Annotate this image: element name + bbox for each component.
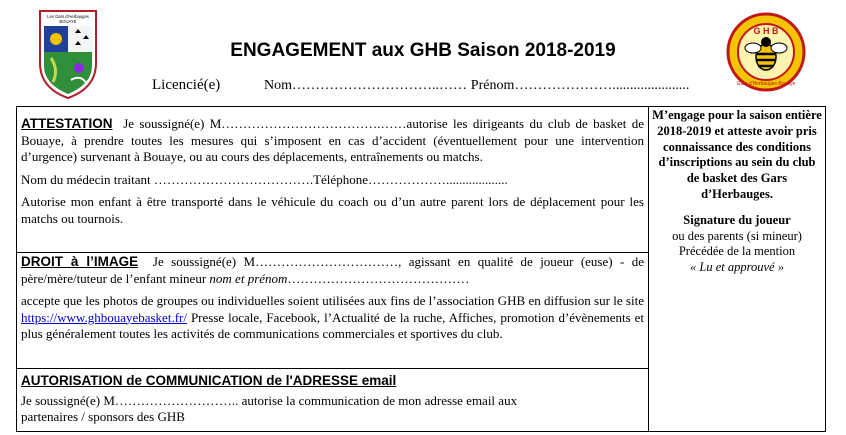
image-rights-tail: …………………………………… (287, 270, 470, 286)
section-divider-1 (16, 252, 649, 253)
section-divider-2 (16, 368, 649, 369)
image-rights-heading: DROIT à l’IMAGE (21, 254, 139, 269)
email-section (21, 373, 644, 426)
svg-text:Les Gars d'Herbauges: Les Gars d'Herbauges (47, 14, 89, 19)
licence-line (152, 77, 689, 94)
attestation-heading: ATTESTATION (21, 116, 113, 131)
image-rights-italic: nom et prénom (209, 270, 288, 286)
transport-text: Autorise mon enfant à être transporté dans le véhicule du coach ou d’un autre parent lors de déplacement pour les matchs ou tournois. (21, 194, 644, 226)
svg-text:Gars d'Herbauges Bouaye: Gars d'Herbauges Bouaye (736, 81, 796, 87)
email-consent-text: Je soussigné(e) M……………………….. autorise la communication de mon adresse email aux partenaires / sponsors des GHB (21, 392, 518, 424)
email-heading: AUTORISATION de COMMUNICATION de l'ADRESSE email (21, 373, 397, 388)
mention-label: Précédée de la mention (678, 244, 796, 259)
engagement-column (652, 108, 822, 276)
svg-text:G H B: G H B (753, 26, 779, 36)
svg-text:BOUAYE: BOUAYE (59, 19, 77, 24)
attestation-text: Je soussigné(e) M……………………………….……autorise les dirigeants du club de basket de Bouaye, à prendre toutes les mesures qui s’imposent en cas d’accident (éventuellement pour une intervention d’urgence) survenant à Bouaye, ou au cours des déplacements, entraînements ou matchs. (21, 116, 645, 164)
image-rights-line1: Je soussigné(e) M……………………………, agissant en qualité de joueur (euse) - de père/mère/tuteur de l’enfant mineur (21, 254, 644, 286)
doctor-line[interactable]: Nom du médecin traitant ……………………………….Téléphone………………................... (21, 171, 508, 187)
approval-mention: « Lu et approuvé » (690, 260, 784, 275)
column-divider (648, 106, 649, 432)
nom-field[interactable]: Nom…………………………..…… (264, 78, 468, 93)
licence-label: Licencié(e) (152, 77, 221, 93)
signature-label: Signature du joueur (683, 212, 791, 227)
prenom-field[interactable]: Prénom…………………...................... (470, 78, 690, 93)
club-website-link[interactable]: https://www.ghbouayebasket.fr/ (21, 309, 187, 325)
attestation-section (21, 116, 644, 227)
page-title: ENGAGEMENT aux GHB Saison 2018-2019 (230, 40, 616, 61)
image-rights-section (21, 254, 644, 343)
image-rights-line3: Presse locale, Facebook, l’Actualité de la ruche, Affiches, promotion d’évènements et plus généralement toutes les activités de communications commerciales et sportives du club. (21, 309, 644, 341)
image-rights-line2: accepte que les photos de groupes ou individuelles soient utilisées aux fins de l’association GHB en diffusion sur le site (21, 293, 644, 308)
parents-label: ou des parents (si mineur) (672, 228, 802, 243)
engagement-text: M’engage pour la saison entière 2018-2019 et atteste avoir pris connaissance des conditions d’inscriptions au sein du club de basket des Gars d’Herbauges. (652, 108, 822, 201)
